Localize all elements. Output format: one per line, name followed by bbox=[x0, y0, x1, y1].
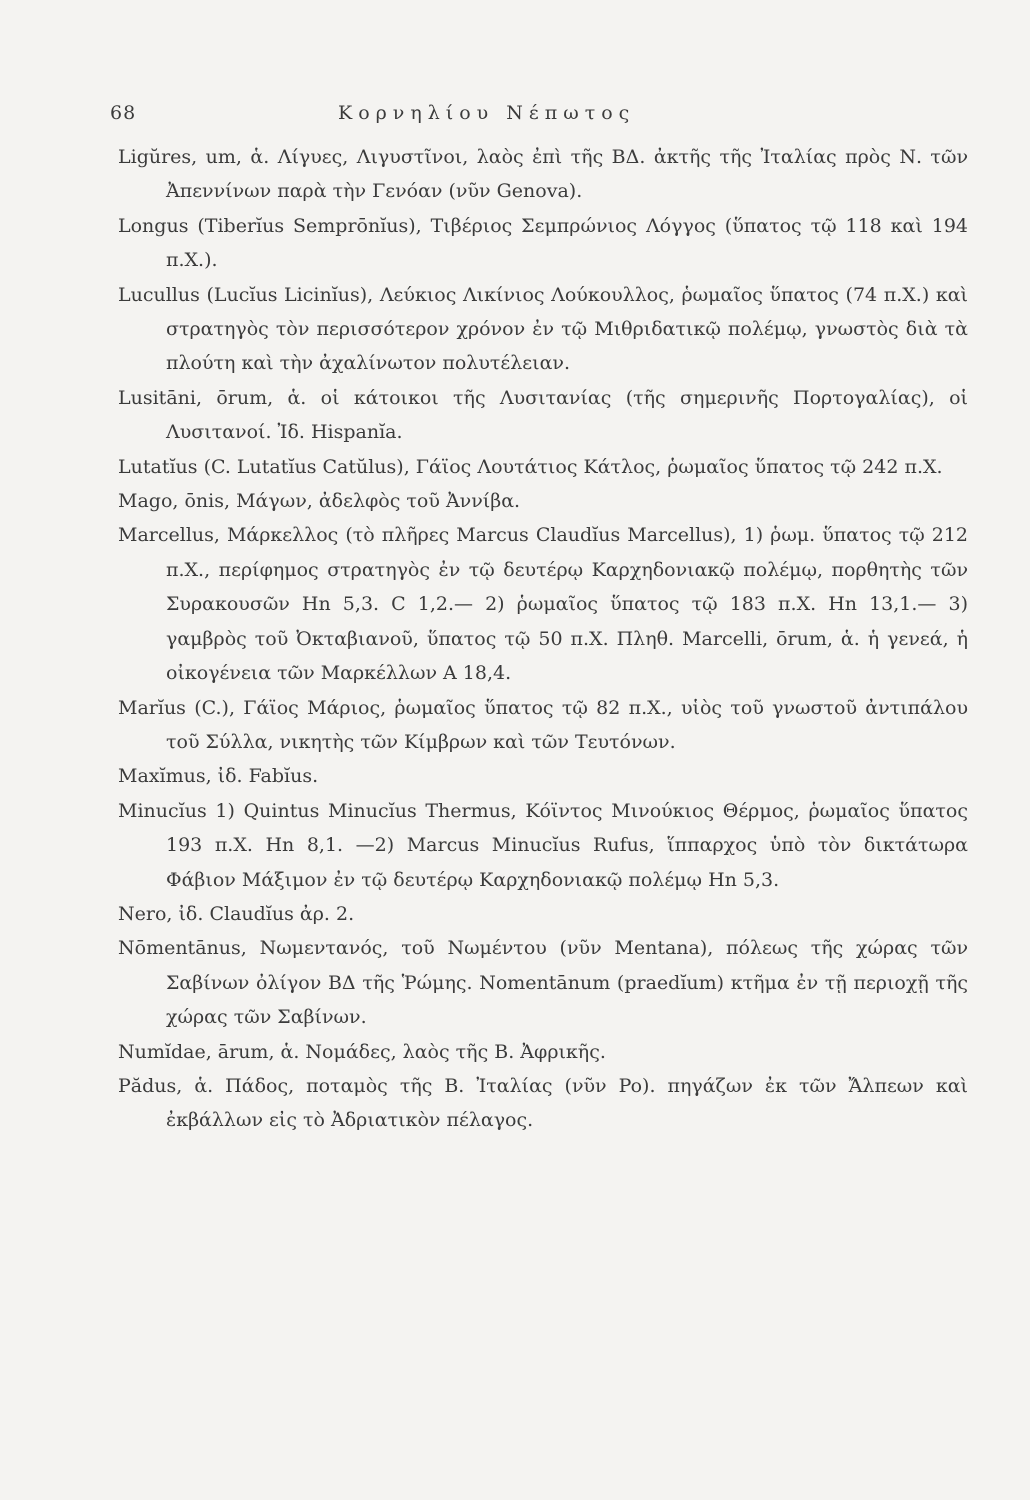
glossary-entry bbox=[118, 278, 968, 381]
glossary-entry bbox=[118, 140, 968, 209]
entry-text: ārum, ἁ. Νομάδες, λαὸς τῆς Β. Ἀφρικῆς. bbox=[217, 1040, 606, 1063]
glossary-entry bbox=[118, 484, 968, 518]
entry-headword: Lusitāni, bbox=[118, 386, 202, 409]
entry-text: (C. Lutatĭus Catŭlus), Γάϊος Λουτάτιος Κάτλος, ῥωμαῖος ὕπατος τῷ 242 π.Χ. bbox=[203, 455, 943, 478]
glossary-entry bbox=[118, 209, 968, 278]
entry-text: Λίγυες, Λιγυστῖνοι, λαὸς ἐπὶ τῆς ΒΔ. ἀκτῆς τῆς Ἰταλίας πρὸς Ν. τῶν Ἀπεννίνων παρὰ τὴν Γενόαν (νῦν Genova). bbox=[166, 146, 968, 203]
entry-headword: Marĭus bbox=[118, 696, 186, 719]
glossary-entry bbox=[118, 931, 968, 1034]
page-header bbox=[110, 96, 970, 132]
entry-text: Μάρκελλος (τὸ πλῆρες Marcus Claudĭus Marcellus), 1) ῥωμ. ὕπατος τῷ 212 π.Χ., περίφημος στρατηγὸς ἐν τῷ δευτέρῳ Καρχηδονιακῷ πολέμῳ, πορθητὴς τῶν Συρακουσῶν Hn 5,3. C 1,2.— 2) ῥωμαῖος ὕπατος τῷ 183 π.Χ. Hn 13,1.— 3) γαμβρὸς τοῦ Ὀκταβιανοῦ, ὕπατος τῷ 50 π.Χ. Πληθ. Marcelli, ōrum, ἁ. ἡ γενεά, ἡ οἰκογένεια τῶν Μαρκέλλων A 18,4. bbox=[166, 524, 968, 685]
entry-text: (C.), Γάϊος Μάριος, ῥωμαῖος ὕπατος τῷ 82 π.Χ., υἱὸς τοῦ γνωστοῦ ἀντιπάλου τοῦ Σύλλα, νικητὴς τῶν Κίμβρων καὶ τῶν Τευτόνων. bbox=[166, 696, 968, 753]
glossary-entry bbox=[118, 897, 968, 931]
entry-text: (Lucĭus Licinĭus), Λεύκιος Λικίνιος Λούκουλλος, ῥωμαῖος ὕπατος (74 π.Χ.) καὶ στρατηγὸς τὸν περισσότερον χρόνον ἐν τῷ Μιθριδατικῷ πολέμῳ, γνωστὸς διὰ τὰ πλούτη καὶ τὴν ἀχαλίνωτον πολυτέλειαν. bbox=[166, 283, 968, 375]
entry-headword: Nero, bbox=[118, 902, 173, 925]
entry-headword: Nōmentānus, bbox=[118, 937, 247, 960]
entry-headword: Marcellus, bbox=[118, 524, 220, 547]
page-number: 68 bbox=[110, 102, 137, 124]
glossary-entry bbox=[118, 1069, 968, 1138]
entry-headword: Maxĭmus, bbox=[118, 765, 212, 788]
glossary-entry bbox=[118, 1035, 968, 1069]
entry-text: ἰδ. Fabĭus. bbox=[217, 765, 319, 788]
entry-headword: Lutatĭus bbox=[118, 455, 198, 478]
entry-text: ōnis, Μάγων, ἀδελφὸς τοῦ Ἀννίβα. bbox=[184, 490, 521, 513]
glossary-entry bbox=[118, 450, 968, 484]
glossary-entries bbox=[118, 140, 968, 1138]
entry-headword: Mago, bbox=[118, 490, 179, 513]
entry-headword: Numĭdae, bbox=[118, 1040, 212, 1063]
entry-text: 1) Quintus Minucĭus Thermus, Κόϊντος Μινούκιος Θέρμος, ῥωμαῖος ὕπατος 193 π.Χ. Hn 8,1. —2) Marcus Minucĭus Rufus, ἵππαρχος ὑπὸ τὸν δικτάτωρα Φάβιον Μάξιμον ἐν τῷ δευτέρῳ Καρχηδονιακῷ πολέμῳ Hn 5,3. bbox=[166, 799, 968, 891]
glossary-entry bbox=[118, 518, 968, 690]
glossary-entry bbox=[118, 691, 968, 760]
entry-text: ἰδ. Claudĭus ἀρ. 2. bbox=[178, 902, 355, 925]
entry-headword: Ligŭres, um, ἁ. bbox=[118, 146, 270, 168]
entry-headword: Pădus, bbox=[118, 1074, 183, 1097]
entry-headword: Lucullus bbox=[118, 283, 200, 306]
entry-text: Νωμεντανός, τοῦ Νωμέντου (νῦν Mentana), πόλεως τῆς χώρας τῶν Σαβίνων ὀλίγον ΒΔ τῆς Ῥώμης. Nomentānum (praedĭum) κτῆμα ἐν τῇ περιοχῇ τῆς χώρας τῶν Σαβίνων. bbox=[166, 937, 968, 1029]
glossary-entry bbox=[118, 759, 968, 793]
glossary-entry bbox=[118, 381, 968, 450]
glossary-entry bbox=[118, 794, 968, 897]
running-title: Κορνηλίου Νέπωτος bbox=[338, 102, 636, 124]
entry-text: ἁ. Πάδος, ποταμὸς τῆς Β. Ἰταλίας (νῦν Po). πηγάζων ἐκ τῶν Ἄλπεων καὶ ἐκβάλλων εἰς τὸ Ἀδριατικὸν πέλαγος. bbox=[166, 1074, 968, 1132]
entry-headword: Longus bbox=[118, 214, 189, 237]
entry-headword: Minucĭus bbox=[118, 799, 207, 822]
entry-text: (Tiberĭus Semprōnĭus), Τιβέριος Σεμπρώνιος Λόγγος (ὕπατος τῷ 118 καὶ 194 π.Χ.). bbox=[166, 214, 968, 272]
entry-text: ōrum, ἁ. οἱ κάτοικοι τῆς Λυσιτανίας (τῆς σημερινῆς Πορτογαλίας), οἱ Λυσιτανοί. Ἰδ. Hispanĭa. bbox=[166, 386, 968, 444]
